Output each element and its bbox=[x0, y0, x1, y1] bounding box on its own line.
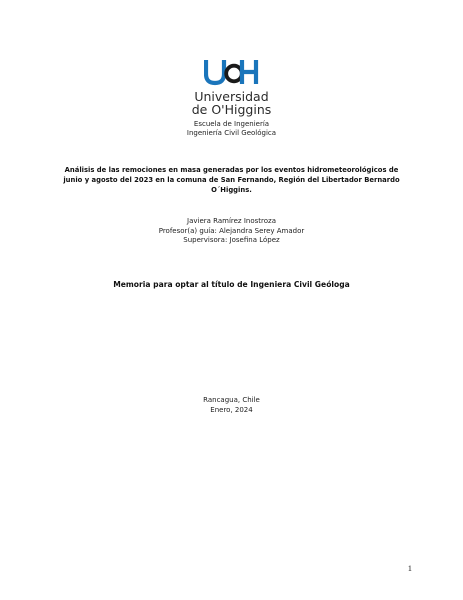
advisor-name: Profesor(a) guía: Alejandra Serey Amador bbox=[158, 226, 305, 235]
thesis-title-line1: Análisis de las remociones en masa generadas por los eventos hidrometeorológicos de bbox=[64, 166, 399, 174]
thesis-title bbox=[58, 165, 405, 195]
date: Enero, 2024 bbox=[210, 405, 253, 414]
program-name: Ingeniería Civil Geológica bbox=[186, 129, 277, 137]
school-name: Escuela de Ingeniería bbox=[193, 120, 270, 128]
author-name: Javiera Ramírez Inostroza bbox=[187, 217, 276, 225]
city: Rancagua, Chile bbox=[203, 396, 260, 404]
school-block bbox=[0, 120, 463, 138]
people-block bbox=[0, 217, 463, 246]
supervisor-name: Supervisora: Josefina López bbox=[183, 236, 280, 244]
thesis-title-line2: junio y agosto del 2023 en la comuna de San Fernando, Región del Libertador Bernardo bbox=[63, 176, 400, 184]
university-name-line1: Universidad bbox=[194, 89, 269, 104]
uoh-logo-mark-icon bbox=[204, 58, 260, 86]
degree-statement: Memoria para optar al título de Ingeniera Civil Geóloga bbox=[113, 280, 350, 289]
page-number: 1 bbox=[407, 563, 412, 573]
thesis-title-line3: O´Higgins. bbox=[211, 186, 252, 194]
university-logo bbox=[0, 58, 463, 86]
place-date-block bbox=[0, 396, 463, 415]
university-name-line2: de O'Higgins bbox=[191, 102, 272, 117]
